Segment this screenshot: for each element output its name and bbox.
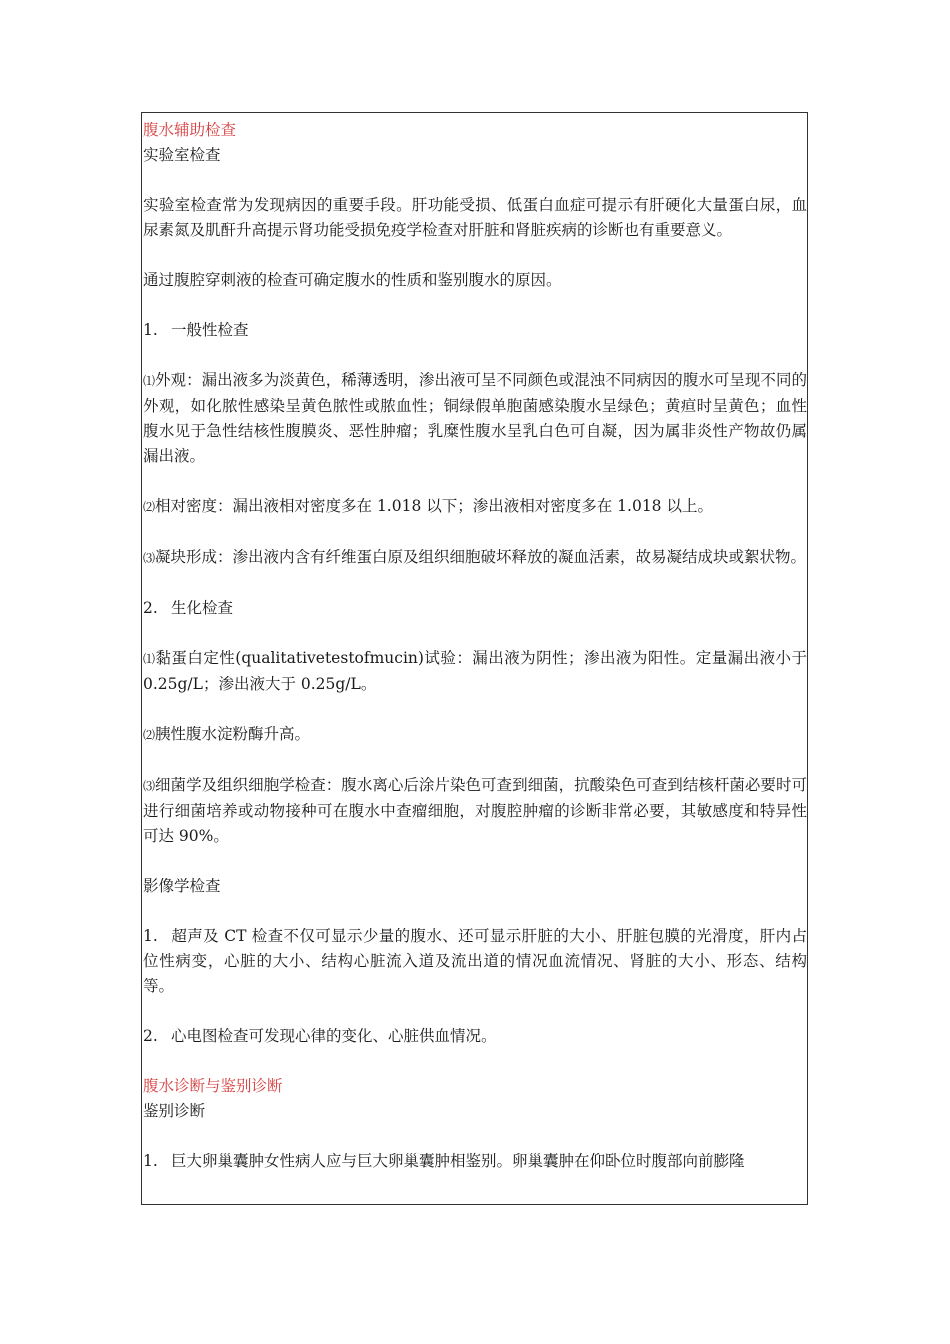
paragraph-clot — [143, 545, 807, 571]
paragraph-density — [143, 494, 807, 520]
paragraph-text: 胰性腹水淀粉酶升高。 — [155, 725, 311, 743]
heading-biochem-exam — [143, 596, 807, 621]
subheading-lab-exam: 实验室检查 — [143, 146, 221, 164]
item-number: ⑵ — [143, 728, 156, 742]
paragraph-appearance — [143, 368, 807, 469]
item-number: 1. — [143, 1152, 158, 1170]
paragraph-text: 超声及 CT 检查不仅可显示少量的腹水、还可显示肝脏的大小、肝脏包膜的光滑度，肝内占位性病变，心脏的大小、结构心脏流入道及流出道的情况血流情况、肾脏的大小、形态、结构等。 — [143, 927, 807, 995]
paragraph-ovarian-cyst — [143, 1149, 807, 1174]
document-frame — [141, 112, 808, 1205]
paragraph-text: 凝块形成：渗出液内含有纤维蛋白原及组织细胞破坏释放的凝血活素，故易凝结成块或絮状物。 — [155, 548, 807, 566]
item-number: 2. — [143, 1027, 158, 1045]
paragraph-text: 细菌学及组织细胞学检查：腹水离心后涂片染色可查到细菌，抗酸染色可查到结核杆菌必要时可进行细菌培养或动物接种可在腹水中查瘤细胞，对腹腔肿瘤的诊断非常必要，其敏感度和特异性可达 90%。 — [143, 776, 807, 845]
item-number: ⑴ — [143, 374, 156, 388]
item-number: ⑶ — [143, 779, 156, 793]
document-body — [142, 113, 807, 1174]
item-number: 1. — [143, 927, 158, 945]
paragraph-ecg — [143, 1024, 807, 1049]
heading-general-exam — [143, 318, 807, 343]
section-title-diagnosis: 腹水诊断与鉴别诊断 — [143, 1077, 283, 1095]
item-number: 1. — [143, 321, 158, 339]
paragraph-text: 黏蛋白定性(qualitativetestofmucin)试验：漏出液为阴性；渗出液为阳性。定量漏出液小于 0.25g/L；渗出液大于 0.25g/L。 — [143, 649, 807, 693]
paragraph-bacteriology — [143, 773, 807, 849]
heading-text: 一般性检查 — [171, 321, 249, 339]
heading-text: 生化检查 — [171, 599, 234, 617]
item-number: 2. — [143, 599, 158, 617]
paragraph-amylase — [143, 722, 807, 748]
paragraph-text: 巨大卵巢囊肿女性病人应与巨大卵巢囊肿相鉴别。卵巢囊肿在仰卧位时腹部向前膨隆 — [171, 1152, 745, 1170]
item-number: ⑶ — [143, 551, 156, 565]
paragraph-text: 心电图检查可发现心律的变化、心脏供血情况。 — [171, 1027, 497, 1045]
section-title-auxiliary-exam: 腹水辅助检查 — [143, 121, 237, 139]
subheading-imaging-exam: 影像学检查 — [143, 877, 221, 895]
paragraph-text: 外观：漏出液多为淡黄色，稀薄透明，渗出液可呈不同颜色或混浊不同病因的腹水可呈现不同的外观，如化脓性感染呈黄色脓性或脓血性；铜绿假单胞菌感染腹水呈绿色；黄疸时呈黄色；血性腹水见于急性结核性腹膜炎、恶性肿瘤；乳糜性腹水呈乳白色可自凝，因为属非炎性产物故仍属漏出液。 — [143, 371, 807, 465]
item-number: ⑴ — [143, 652, 156, 666]
paragraph-mucin — [143, 646, 807, 697]
subheading-differential-diagnosis: 鉴别诊断 — [143, 1102, 206, 1120]
paragraph-lab-intro: 实验室检查常为发现病因的重要手段。肝功能受损、低蛋白血症可提示有肝硬化大量蛋白尿，血尿素氮及肌酐升高提示肾功能受损免疫学检查对肝脏和肾脏疾病的诊断也有重要意义。 — [143, 196, 807, 239]
paragraph-puncture: 通过腹腔穿刺液的检查可确定腹水的性质和鉴别腹水的原因。 — [143, 271, 562, 289]
paragraph-ultrasound-ct — [143, 924, 807, 999]
item-number: ⑵ — [143, 500, 156, 514]
paragraph-text: 相对密度：漏出液相对密度多在 1.018 以下；渗出液相对密度多在 1.018 以上。 — [155, 497, 713, 515]
